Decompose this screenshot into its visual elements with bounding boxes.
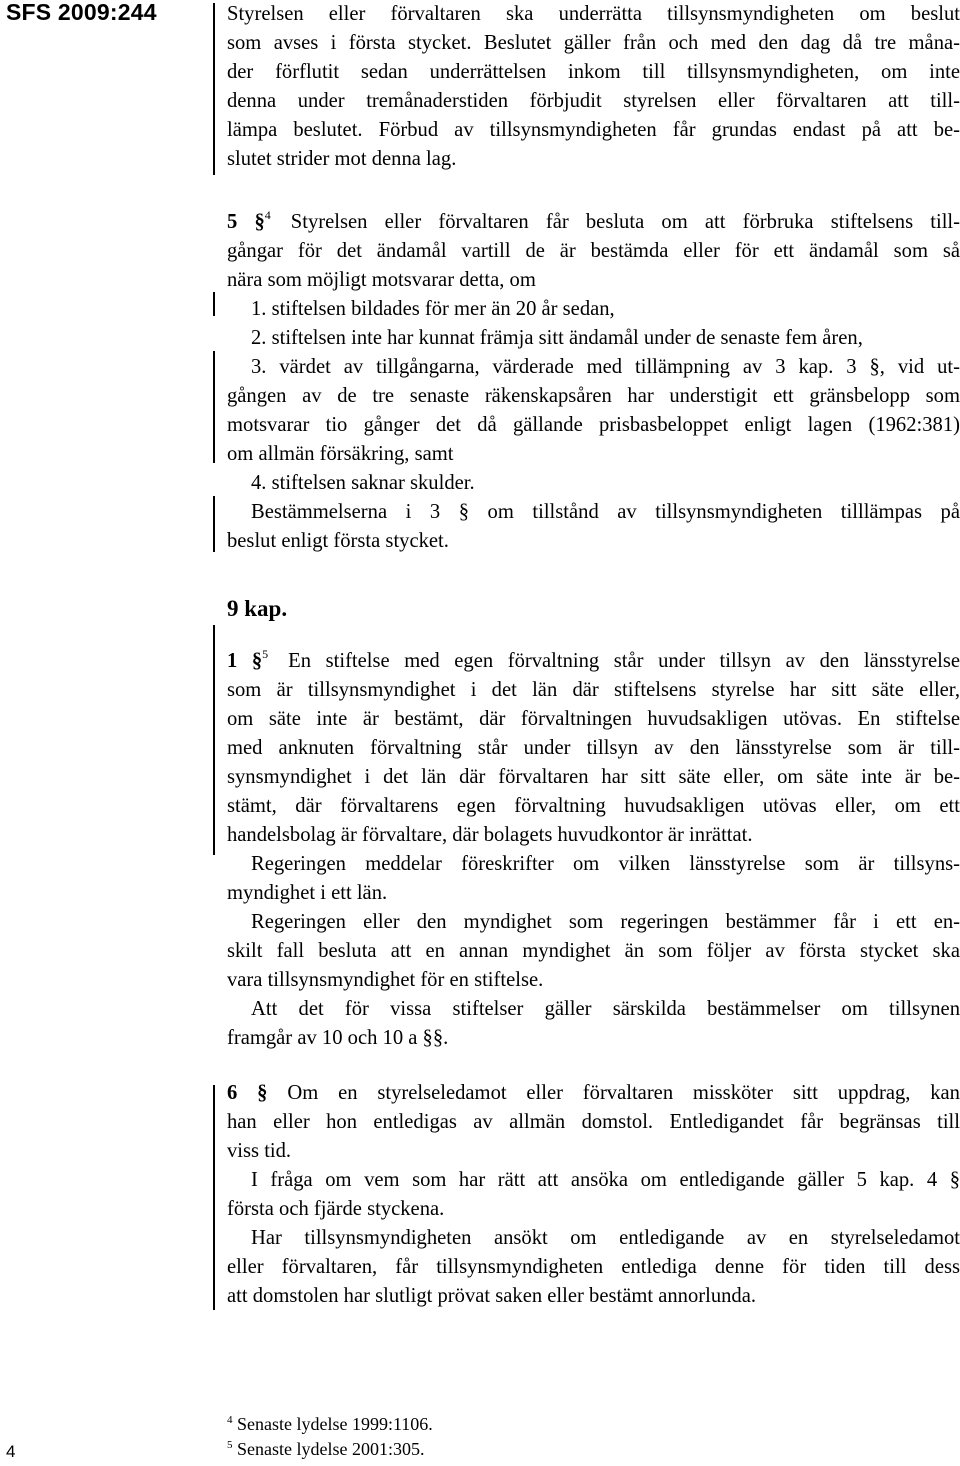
change-bar [213, 625, 215, 855]
text-line: En stiftelse med egen förvaltning står under tillsyn av den länsstyrelse [288, 650, 960, 672]
text-line: Styrelsen eller förvaltaren får besluta om att förbruka stiftelsens till- [290, 211, 960, 233]
text-line: som avses i första stycket. Beslutet gäller från och med den dag då tre måna- [227, 32, 960, 54]
footnote-ref: 5 [262, 647, 269, 661]
chapter-heading: 9 kap. [227, 596, 288, 621]
text-line: motsvarar tio gånger det då gällande prisbasbeloppet enligt lagen (1962:381) [227, 414, 960, 436]
text-line: Styrelsen eller förvaltaren ska underrätta tillsynsmyndigheten om beslut [227, 3, 960, 25]
text-line: Bestämmelserna i 3 § om tillstånd av tillsynsmyndigheten tilllämpas på [251, 501, 960, 523]
footnote-text: Senaste lydelse 2001:305. [237, 1439, 425, 1459]
text-line: I fråga om vem som har rätt att ansöka om entledigande gäller 5 kap. 4 § [251, 1169, 960, 1191]
change-bar [213, 3, 215, 175]
footnote-number: 4 [227, 1414, 233, 1426]
section-heading-line [227, 640, 960, 676]
text-line: nära som möjligt motsvarar detta, om [227, 269, 536, 291]
text-line: Om en styrelseledamot eller förvaltaren missköter sitt uppdrag, kan [287, 1082, 960, 1104]
text-line: Regeringen meddelar föreskrifter om vilken länsstyrelse som är tillsyns- [251, 853, 960, 875]
text-line: beslut enligt första stycket. [227, 530, 449, 552]
footnote-text: Senaste lydelse 1999:1106. [237, 1414, 433, 1434]
text-line: Att det för vissa stiftelser gäller särskilda bestämmelser om tillsynen [251, 998, 960, 1020]
text-line: stämt, där förvaltarens egen förvaltning huvudsakligen utövas eller, om ett [227, 795, 960, 817]
change-bar [213, 351, 215, 463]
text-line: gången av de tre senaste räkenskapsåren har understigit ett gränsbelopp som [227, 385, 960, 407]
text-line: framgår av 10 och 10 a §§. [227, 1027, 449, 1049]
text-line: gångar för det ändamål vartill de är bestämda eller för ett ändamål som så [227, 240, 960, 262]
text-line: om allmän försäkring, samt [227, 443, 454, 465]
text-line: med anknuten förvaltning står under tillsyn av den länsstyrelse som är till- [227, 737, 960, 759]
list-item: 3. värdet av tillgångarna, värderade med tillämpning av 3 kap. 3 §, vid ut- [251, 356, 960, 378]
section-number: 5 § [227, 211, 265, 233]
paragraph-block-1 [227, 0, 960, 174]
section-number: 6 § [227, 1082, 268, 1104]
list-item: 1. stiftelsen bildades för mer än 20 år sedan, [251, 298, 615, 320]
section-number: 1 § [227, 650, 263, 672]
section-1 [227, 640, 960, 1053]
text-line: att domstolen har slutligt prövat saken eller bestämt annorlunda. [227, 1285, 757, 1307]
text-line: Har tillsynsmyndigheten ansökt om entledigande av en styrelseledamot [251, 1227, 960, 1249]
text-line: myndighet i ett län. [227, 882, 388, 904]
change-bar [213, 292, 215, 316]
list-item: 2. stiftelsen inte har kunnat främja sitt ändamål under de senaste fem åren, [251, 327, 863, 349]
page-number: 4 [6, 1442, 16, 1461]
text-line: skilt fall besluta att en annan myndighet än som följer av första stycket ska [227, 940, 960, 962]
change-bar [213, 1085, 215, 1310]
text-line: eller förvaltaren, får tillsynsmyndigheten entlediga denne för tiden till dess [227, 1256, 960, 1278]
text-line: om säte inte är bestämt, där förvaltningen huvudsakligen utövas. En stiftelse [227, 708, 960, 730]
section-5 [227, 201, 960, 556]
text-line: handelsbolag är förvaltare, där bolagets huvudkontor är inrättat. [227, 824, 753, 846]
text-line: han eller hon entledigas av allmän domstol. Entledigandet får begränsas till [227, 1111, 960, 1133]
text-line: lämpa beslutet. Förbud av tillsynsmyndigheten får grundas endast på att be- [227, 119, 960, 141]
footnote-ref: 4 [264, 208, 271, 222]
text-line: som är tillsynsmyndighet i det län där stiftelsens styrelse har sitt säte eller, [227, 679, 960, 701]
text-line: viss tid. [227, 1140, 292, 1162]
text-line: vara tillsynsmyndighet för en stiftelse. [227, 969, 544, 991]
text-line: denna under tremånaderstiden förbjudit styrelsen eller förvaltaren att till- [227, 90, 960, 112]
text-line: första och fjärde styckena. [227, 1198, 445, 1220]
section-heading-line [227, 1079, 960, 1108]
sfs-number: SFS 2009:244 [6, 0, 157, 25]
section-6 [227, 1079, 960, 1311]
list-item: 4. stiftelsen saknar skulder. [251, 472, 475, 494]
text-line: Regeringen eller den myndighet som regeringen bestämmer får i ett en- [251, 911, 960, 933]
footnote-number: 5 [227, 1439, 233, 1451]
text-line: slutet strider mot denna lag. [227, 148, 457, 170]
text-line: synsmyndighet i det län där förvaltaren har sitt säte eller, om säte inte är be- [227, 766, 960, 788]
text-line: der förflutit sedan underrättelsen inkom till tillsynsmyndigheten, om inte [227, 61, 960, 83]
footnote [227, 1436, 424, 1459]
section-heading-line [227, 201, 960, 237]
change-bar [213, 496, 215, 552]
footnote [227, 1411, 433, 1434]
